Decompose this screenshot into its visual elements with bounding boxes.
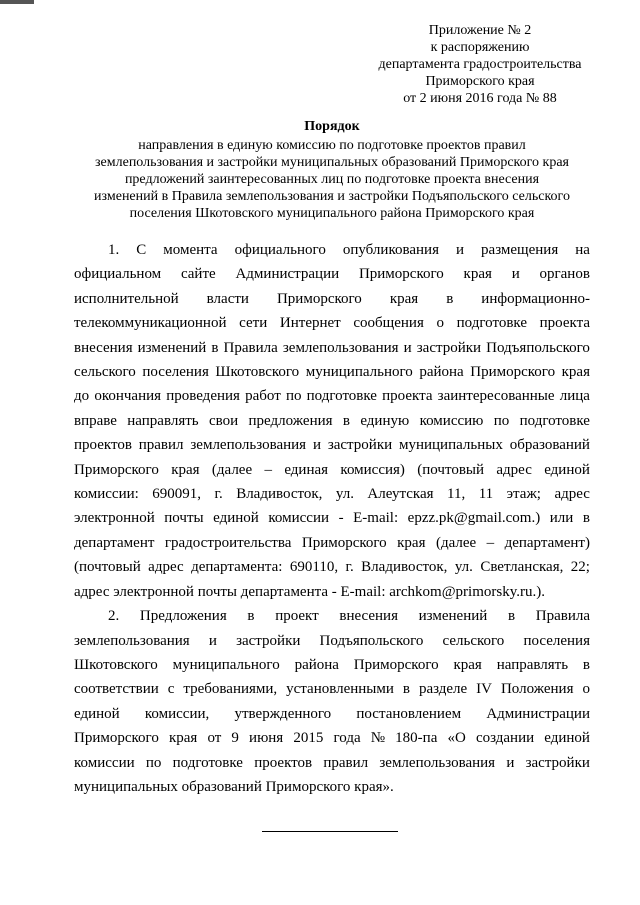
end-divider [262,831,398,832]
title-line: направления в единую комиссию по подготовке проектов правил [138,138,526,153]
paragraph-line: исполнительной власти Приморского края в информационно- [74,290,590,307]
paragraph-line: внесения изменений в Правила землепользования и застройки Подъяпольского [74,339,590,356]
paragraph-1 [74,238,590,604]
paragraph-line: комиссии: 690091, г. Владивосток, ул. Алеутская 11, 11 этаж; адрес [74,486,590,503]
paragraph-line: Приморского края (далее – единая комиссия) (почтовый адрес единой [74,461,590,478]
appendix-number: Приложение № 2 [428,23,532,38]
paragraph-2 [74,604,590,799]
paragraph-line: электронной почты единой комиссии - E-mail: epzz.pk@gmail.com.) или в [74,510,590,527]
paragraph-line: комиссии по подготовке проектов правил землепользования и застройки [74,754,590,771]
paragraph-line: департамент градостроительства Приморского края (далее – департамент) [74,534,590,551]
scan-corner-mark [0,0,34,4]
title-line: предложений заинтересованных лиц по подготовке проекта внесения [124,172,540,187]
paragraph-line: муниципальных образований Приморского края». [74,778,394,795]
paragraph-line: до окончания проведения работ по подготовке проекта заинтересованные лица [74,388,590,405]
paragraph-line: проектов правил землепользования и застройки муниципальных образований [74,437,590,454]
document-body [74,238,590,799]
document-title: Порядок [304,119,360,134]
appendix-department: департамента градостроительства [378,57,582,72]
paragraph-line: сельского поселения Шкотовского муниципального района Приморского края [74,364,590,381]
paragraph-line: (почтовый адрес департамента: 690110, г. Владивосток, ул. Светланская, 22; [74,559,590,576]
title-line: изменений в Правила землепользования и застройки Подъяпольского сельского [94,189,570,204]
paragraph-line: телекоммуникационной сети Интернет сообщения о подготовке проекта [74,315,590,332]
paragraph-line: официальном сайте Администрации Приморского края и органов [74,266,590,283]
appendix-header [350,22,610,107]
paragraph-line: Шкотовского муниципального района Приморского края направлять в [74,656,590,673]
paragraph-line: вправе направлять свои предложения в единую комиссию по подготовке [74,412,590,429]
paragraph-line: 1. С момента официального опубликования и размещения на [108,242,590,258]
title-line: поселения Шкотовского муниципального района Приморского края [129,206,535,221]
appendix-order-ref: к распоряжению [430,40,530,55]
appendix-date: от 2 июня 2016 года № 88 [403,91,557,106]
paragraph-line: 2. Предложения в проект внесения изменений в Правила [108,608,590,625]
paragraph-line: землепользования и застройки Подъяпольского сельского поселения [74,632,590,649]
paragraph-line: адрес электронной почты департамента - E-mail: archkom@primorsky.ru.). [74,583,545,600]
appendix-region: Приморского края [425,74,535,89]
document-title-block [40,118,624,222]
title-line: землепользования и застройки муниципальных образований Приморского края [95,155,569,170]
paragraph-line: соответствии с требованиями, установленными в разделе IV Положения о [74,681,590,698]
paragraph-line: Приморского края от 9 июня 2015 года № 180-па «О создании единой [74,730,590,747]
paragraph-line: единой комиссии, утвержденного постановлением Администрации [74,705,590,722]
